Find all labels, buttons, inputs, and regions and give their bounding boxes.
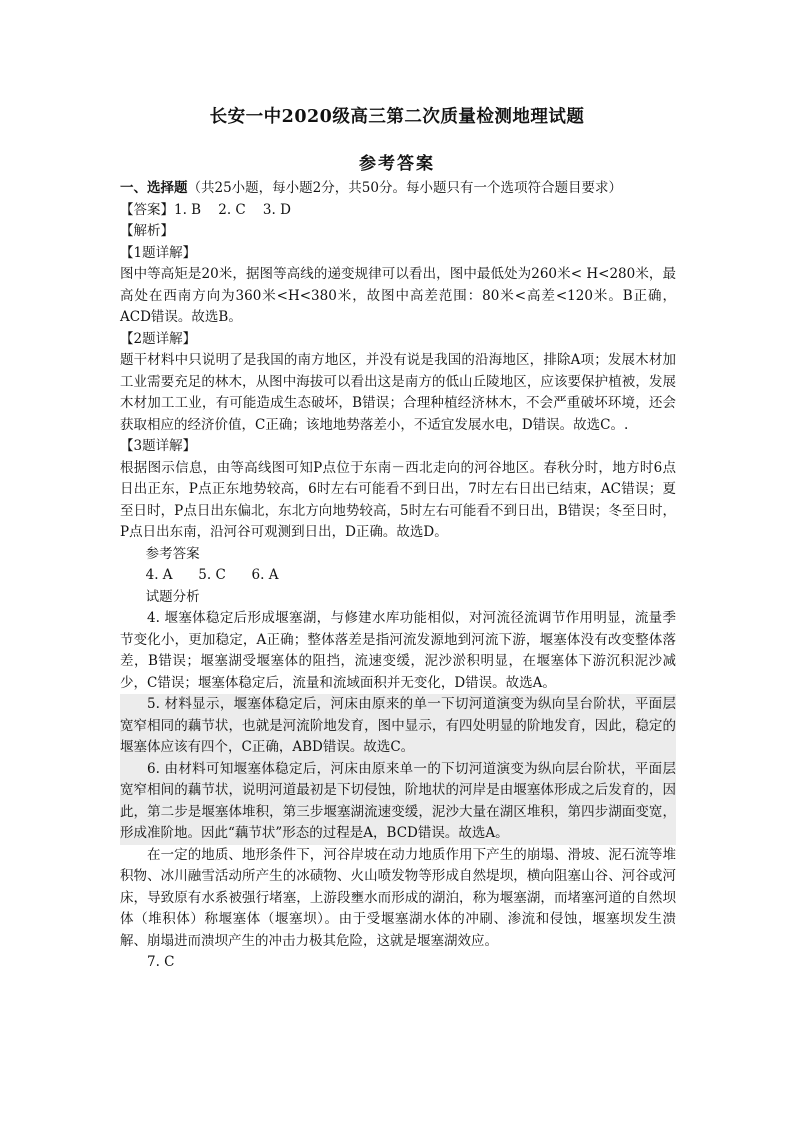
analysis2-label: 试题分析 (145, 588, 200, 605)
section-heading-label: 一、选择题 (120, 180, 188, 196)
q1-label: 【1题详解】 (120, 244, 197, 261)
document-subtitle: 参考答案 (359, 154, 435, 174)
q6-explanation: 6. 由材料可知堰塞体稳定后，河床由原来单一的下切河道演变为纵向层台阶状，平面层宽窄相间的藕节状，说明河道最初是下切侵蚀，阶地状的河岸是由堰塞体形成之后发育的，因此，第二步是堰塞体堆积，第三步堰塞湖流速变缓，泥沙大量在湖区堆积，第四步湖面变宽，形成准阶地。因此“藕节状”形态的过程是A，BCD错误。故选A。 (120, 759, 676, 845)
background-explanation: 在一定的地质、地形条件下，河谷岸坡在动力地质作用下产生的崩塌、滑坡、泥石流等堆积物、冰川融雪活动所产生的冰碛物、火山喷发物等形成自然堤坝，横向阻塞山谷、河谷或河床，导致原有水系被强行堵塞，上游段壅水而形成的湖泊，称为堰塞湖，而堵塞河道的自然坝体（堆积体）称堰塞体（堰塞坝）。由于受堰塞湖水体的冲刷、渗流和侵蚀，堰塞坝发生溃解、崩塌进而溃坝产生的冲击力极其危险，这就是堰塞湖效应。 (120, 846, 676, 949)
q1-explanation: 图中等高矩是20米，据图等高线的递变规律可以看出，图中最低处为260米< H<280米，最高处在西南方向为360米<H<380米，故图中高差范围：80米<高差<120米。B正确，ACD错误。故选B。 (120, 266, 676, 325)
document-body (120, 178, 676, 974)
q2-explanation: 题干材料中只说明了是我国的南方地区，并没有说是我国的沿海地区，排除A项；发展木材加工业需要充足的林木，从图中海拔可以看出这是南方的低山丘陵地区，应该要保护植被，发展木材加工工业，有可能造成生态破坏，B错误；合理种植经济林木，不会严重破坏环境，还会获取相应的经济价值，C正确；该地地势落差小，不适宜发展水电，D错误。故选C。. (120, 352, 676, 433)
reference-answer-label: 参考答案 (145, 545, 200, 562)
q2-label: 【2题详解】 (120, 330, 197, 347)
answers-4-6: 4. A 5. C 6. A (145, 567, 279, 583)
document-title: 长安一中2020级高三第二次质量检测地理试题 (209, 107, 585, 127)
q3-label: 【3题详解】 (120, 438, 197, 454)
q4-explanation: 4. 堰塞体稳定后形成堰塞湖，与修建水库功能相似，对河流径流调节作用明显，流量季节变化小，更加稳定，A正确；整体落差是指河流发源地到河流下游，堰塞体没有改变整体落差，B错误；堰塞湖受堰塞体的阻挡，流速变缓，泥沙淤积明显，在堰塞体下游沉积泥沙减少，C错误；堰塞体稳定后，流量和流域面积并无变化，D错误。故选A。 (120, 610, 676, 691)
analysis-label: 【解析】 (120, 223, 174, 239)
q7-answer: 7. C (147, 954, 175, 970)
section-heading-note: （共25小题，每小题2分，共50分。每小题只有一个选项符合题目要求） (187, 180, 622, 196)
section-heading (120, 178, 676, 200)
answers-1-3: 【答案】1. B 2. C 3. D (120, 201, 291, 218)
q3-explanation: 根据图示信息，由等高线图可知P点位于东南－西北走向的河谷地区。春秋分时，地方时6点日出正东，P点正东地势较高，6时左右可能看不到日出，7时左右日出已结束，AC错误；夏至日时，P点日出东偏北，东北方向地势较高，5时左右可能看不到日出，B错误；冬至日时，P点日出东南，沿河谷可观测到日出，D正确。故选D。 (120, 459, 676, 540)
q5-explanation: 5. 材料显示，堰塞体稳定后，河床由原来的单一下切河道演变为纵向呈台阶状，平面层宽窄相同的藕节状，也就是河流阶地发育，图中显示，有四处明显的阶地发育，因此，稳定的堰塞体应该有四个，C正确，ABD错误。故选C。 (120, 694, 676, 759)
